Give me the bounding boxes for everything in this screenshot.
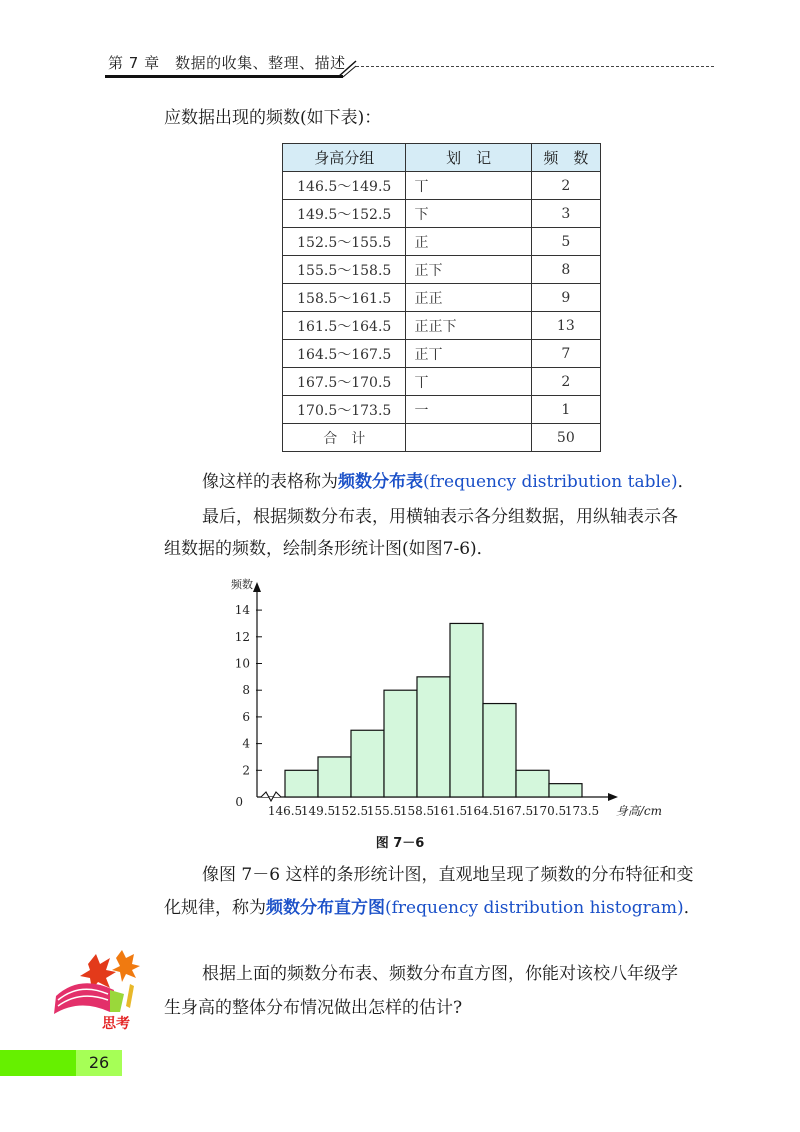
count-cell: 9 [531, 284, 600, 312]
histogram-bar [285, 770, 318, 797]
table-row [283, 340, 601, 368]
x-tick-label: 155.5 [366, 804, 402, 818]
table-row [283, 368, 601, 396]
header-range: 身高分组 [283, 144, 406, 172]
y-tick-label: 2 [242, 763, 250, 778]
term-histogram-en: (frequency distribution histogram) [385, 898, 684, 918]
y-axis-arrow-icon [253, 582, 261, 592]
tally-cell: 正下 [406, 256, 531, 284]
range-cell: 149.5～152.5 [283, 200, 406, 228]
range-cell: 158.5～161.5 [283, 284, 406, 312]
tally-cell: 正丅 [406, 340, 531, 368]
range-cell: 155.5～158.5 [283, 256, 406, 284]
header-tally: 划 记 [406, 144, 531, 172]
definition-post: ． [677, 472, 695, 492]
histogram-bar [351, 730, 384, 797]
count-cell: 13 [531, 312, 600, 340]
y-tick-label: 10 [234, 656, 250, 671]
count-cell: 1 [531, 396, 600, 424]
x-tick-label: 158.5 [399, 804, 435, 818]
x-tick-label: 164.5 [465, 804, 501, 818]
histogram-bar [450, 623, 483, 797]
table-row [283, 284, 601, 312]
tally-cell: 丅 [406, 172, 531, 200]
histogram-bar [384, 690, 417, 797]
header-rule [105, 75, 343, 78]
total-count: 50 [531, 424, 600, 452]
term-histogram: 频数分布直方图 [266, 898, 385, 918]
y-tick-label: 8 [242, 683, 250, 698]
header-dashed-rule [356, 66, 714, 67]
range-cell: 170.5～173.5 [283, 396, 406, 424]
x-tick-label: 170.5 [531, 804, 567, 818]
range-cell: 161.5～164.5 [283, 312, 406, 340]
y-tick-label: 6 [242, 709, 250, 724]
table-row [283, 256, 601, 284]
table-row [283, 312, 601, 340]
x-tick-label: 161.5 [432, 804, 468, 818]
histogram-bar [516, 770, 549, 797]
page-number: 26 [76, 1050, 122, 1076]
frequency-table [282, 143, 601, 452]
histogram-chart [210, 568, 680, 830]
histogram-bar [549, 784, 582, 797]
x-tick-label: 167.5 [498, 804, 534, 818]
tally-cell: 一 [406, 396, 531, 424]
tally-cell: 丅 [406, 368, 531, 396]
x-tick-label: 152.5 [333, 804, 369, 818]
tally-cell: 正正下 [406, 312, 531, 340]
paragraph-3-pre: 化规律，称为 [164, 898, 266, 918]
range-cell: 167.5～170.5 [283, 368, 406, 396]
table-row [283, 228, 601, 256]
table-row [283, 200, 601, 228]
term-frequency-table: 频数分布表 [338, 472, 423, 492]
y-tick-label: 12 [234, 629, 250, 644]
figure-caption: 图 7－6 [375, 836, 425, 851]
think-question-line-1: 根据上面的频数分布表、频数分布直方图，你能对该校八年级学 [202, 964, 678, 984]
chapter-header: 第 7 章 数据的收集、整理、描述 [108, 54, 346, 72]
x-axis-label: 身高/cm [615, 804, 662, 818]
total-label: 合 计 [283, 424, 406, 452]
x-tick-label: 149.5 [300, 804, 336, 818]
tally-cell: 正 [406, 228, 531, 256]
header-count: 频 数 [531, 144, 600, 172]
paragraph-2-line-2: 组数据的频数，绘制条形统计图(如图7-6)． [164, 539, 494, 559]
definition-paragraph [202, 468, 695, 497]
paragraph-3-line-2 [164, 894, 701, 923]
y-axis-label: 频数 [231, 578, 253, 591]
histogram-bar [417, 677, 450, 797]
total-tally [406, 424, 531, 452]
header-slash-icon [336, 60, 358, 78]
table-header-row [283, 144, 601, 172]
x-tick-label: 146.5 [267, 804, 303, 818]
count-cell: 7 [531, 340, 600, 368]
paragraph-3-line-1: 像图 7－6 这样的条形统计图，直观地呈现了频数的分布特征和变 [202, 865, 694, 885]
x-axis-arrow-icon [608, 793, 618, 801]
range-cell: 164.5～167.5 [283, 340, 406, 368]
y-tick-label: 14 [234, 603, 250, 618]
histogram-bar [483, 704, 516, 797]
paragraph-3-post: ． [683, 898, 701, 918]
think-icon [50, 950, 150, 1032]
think-label: 思考 [102, 1016, 130, 1032]
paragraph-2-line-1: 最后，根据频数分布表，用横轴表示各分组数据，用纵轴表示各 [202, 507, 678, 527]
count-cell: 3 [531, 200, 600, 228]
tally-cell: 下 [406, 200, 531, 228]
table-row [283, 396, 601, 424]
table-row [283, 172, 601, 200]
range-cell: 152.5～155.5 [283, 228, 406, 256]
count-cell: 2 [531, 172, 600, 200]
count-cell: 8 [531, 256, 600, 284]
y-tick-label: 4 [242, 736, 250, 751]
count-cell: 5 [531, 228, 600, 256]
think-question-line-2: 生身高的整体分布情况做出怎样的估计? [164, 998, 463, 1018]
intro-text: 应数据出现的频数(如下表)： [164, 108, 382, 128]
x-tick-label: 173.5 [564, 804, 600, 818]
definition-pre: 像这样的表格称为 [202, 472, 338, 492]
table-total-row [283, 424, 601, 452]
origin-label: 0 [235, 795, 243, 809]
range-cell: 146.5～149.5 [283, 172, 406, 200]
histogram-bar [318, 757, 351, 797]
count-cell: 2 [531, 368, 600, 396]
tally-cell: 正正 [406, 284, 531, 312]
term-frequency-table-en: (frequency distribution table) [423, 472, 678, 492]
